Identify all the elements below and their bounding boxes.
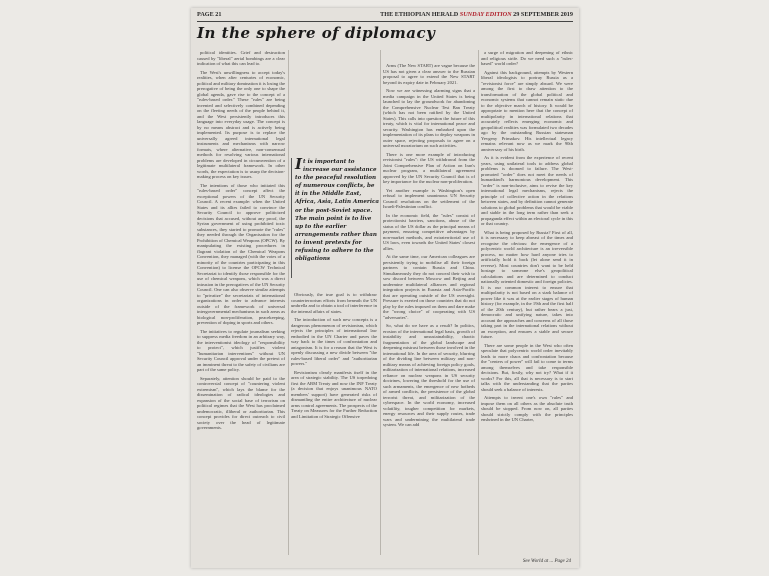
page-number: PAGE 21 <box>197 11 222 18</box>
paragraph: So, what do we have as a result? In politics, erosion of the international legal basis, growth of instability and unsustainability, chaotic fragmentation of the global landscape and deepening mistrust between those involved in the international life. In the area of security, blurring of the dividing line between military and non-military means of achieving foreign policy goals, militarization of international relations, increased reliance on nuclear weapons in US security doctrines, lowering the threshold for the use of such armaments, the emergence of new hotbeds of armed conflicts, the persistence of the global terrorist threat, and militarization of the cyberspace. In the world economy, increased volatility, tougher competition for markets, energy resources and their supply routes, trade wars and undermining the multilateral trade system. We can add <box>383 323 475 427</box>
paragraph: What is being proposed by Russia? First of all, it is necessary to keep abreast of the times and recognise the obvious: the emergence of a polycentric world architecture is an irreversible process, no matter how hard anyone tries to artificially hold it back (let alone send it in reverse). Most countries don't want to be held hostage to someone else's geopolitical calculations and are determined to conduct nationally oriented domestic and foreign policies. It is our common interest to ensure that multipolarity is not based on a stark balance of power like it was at the earlier stages of human history (for example, in the 19th and the first half of the 20th century), but rather bears a just, democratic and unifying nature, takes into account the approaches and concerns of all those taking part in the international relations without an exception, and ensures a stable and secure future. <box>481 229 573 339</box>
article-column-3 <box>383 63 475 555</box>
paragraph: Separately, attention should be paid to the controversial concept of "countering violent extremism", which lays the blame for the dissemination of radical ideologies and expansion of the social base of terrorism on political regimes that the West has proclaimed undemocratic, illiberal or authoritarian. This concept provides for direct outreach to civil society over the head of legitimate governments. <box>197 375 285 430</box>
paragraph: Arms (The New START) are vague because the US has not given a clear answer to the Russian proposal to agree to extend the New START beyond its expiry date in February 2021. <box>383 63 475 85</box>
article-column-2 <box>291 292 377 554</box>
article-title: In the sphere of diplomacy <box>197 24 436 42</box>
paragraph: Revisionism clearly manifests itself in the area of strategic stability. The US torpedoing first the ABM Treaty and now the INF Treaty (a decision that enjoys unanimous NATO members' support) have generated risks of dismantling the entire architecture of nuclear arms control agreements. The prospects of the Treaty on Measures for the Further Reduction and Limitation of Strategic Offensive <box>291 369 377 419</box>
article-column-1 <box>197 50 285 555</box>
paragraph: political identities. Grief and destruction caused by "liberal" aerial bombings are a clear indication of what this can lead to. <box>197 50 285 66</box>
paragraph: In the economic field, the "rules" consist of protectionist barriers, sanctions, abuse of the status of the US dollar as the principal means of payment, ensuring competitive advantages by non-market methods, and extraterritorial use of US laws, even towards the United States' closest allies. <box>383 212 475 251</box>
paragraph: The introduction of such new concepts is a dangerous phenomenon of revisionism, which rejects the principles of international law embodied in the UN Charter and paves the way back to the times of confrontation and antagonism. It is for a reason that the West is openly discussing a new divide between "the rules-based liberal order" and "authoritarian powers." <box>291 317 377 366</box>
continued-note: See World at ... Page 24 <box>522 559 571 564</box>
edition-label: SUNDAY EDITION <box>459 11 512 18</box>
pull-quote-text: t is important to increase our assistance to the peaceful resolution of numerous conflicts, be it in the Middle East, Africa, Asia, Latin America or the post-Soviet space. The main point is to live up to the earlier arrangements rather than to invent pretexts for refusing to adhere to the obligations <box>295 159 379 263</box>
paragraph: Yet another example is Washington's open refusal to implement unanimous UN Security Council resolutions on the settlement of the Israeli-Palestinian conflict. <box>383 187 475 209</box>
paragraph: Attempts to invent one's own "rules" and impose them on all others as the absolute truth should be stopped. From now on, all parties should strictly comply with the principles enshrined in the UN Charter, <box>481 395 573 422</box>
paragraph: Against this background, attempts by Western liberal ideologists to portray Russia as a "revisionist force" are simply absurd. We were among the first to draw attention to the transformation of the global political and economic systems that cannot remain static due to the objective march of history. It would be appropriate to mention here that the concept of multipolarity in international relations that accurately reflects emerging economic and geopolitical realities was formulated two decades ago by the outstanding Russian statesman Yevgeny Primakov. His intellectual legacy remains relevant now as we mark the 90th anniversary of his birth. <box>481 69 573 152</box>
paragraph: The West's unwillingness to accept today's realities, when after centuries of economic, political and military domination it is losing the prerogative of being the only one to shape the global agenda, gave rise to the concept of a "rules-based order." These "rules" are being invented and selectively combined depending on the fleeting needs of the people behind it, and the West persistently introduces this language into everyday usage. The concept is by no means abstract and is actively being implemented. Its purpose is to replace the universally agreed international legal instruments and mechanisms with narrow formats, where alternative, non-consensual methods for resolving various international problems are developed in circumvention of a legitimate multilateral framework. In other words, the expectation is to usurp the decision-making process on key issues. <box>197 69 285 179</box>
column-divider <box>478 50 479 555</box>
paragraph: The initiatives to regulate journalism seeking to suppress media freedom in an arbitrary way, the interventionist ideology of "responsibility to protect", which justifies violent "humanitarian interventions" without UN Security Council approval under the pretext of an imminent threat to the safety of civilians are part of the same policy. <box>197 328 285 372</box>
paper-name: THE ETHIOPIAN HERALD <box>380 11 459 18</box>
article-column-4 <box>481 50 573 555</box>
paragraph: a surge of migration and deepening of ethnic and religious strife. Do we need such a "rules-based" world order? <box>481 50 573 66</box>
paragraph: There is one more example of introducing revisionist "rules": the US withdrawal from the Joint Comprehensive Plan of Action on Iran's nuclear program, a multilateral agreement approved by the UN Security Council that is of key importance for the nuclear non-proliferation. <box>383 151 475 184</box>
paragraph: As it is evident from the experience of recent years, using unilateral tools to address global problems is doomed to failure. The West-promoted "order" does not meet the needs of humankind's harmonious development. This "order" is non-inclusive, aims to revise the key international legal mechanisms, rejects the principle of collective action in the relations between states, and by definition cannot generate solutions to global problems that would be viable and stable in the long term rather than seek a propaganda effect within an electoral cycle in this or that country. <box>481 155 573 226</box>
pull-quote-initial: I <box>295 155 303 173</box>
paragraph: At the same time, our American colleagues are persistently trying to mobilise all their foreign partners to contain Russia and China. Simultaneously they do not conceal their wish to sow discord between Moscow and Beijing and undermine multilateral alliances and regional integration projects in Eurasia and Asia-Pacific that are operating outside of the US oversight. Pressure is exerted on those countries that do not play by the rules imposed on them and dare make the "wrong choice" of cooperating with US "adversaries". <box>383 254 475 320</box>
issue-date: 29 SEPTEMBER 2019 <box>513 11 573 18</box>
paragraph: Now we are witnessing alarming signs that a media campaign in the United States is being launched to lay the groundwork for abandoning the Comprehensive Nuclear Test Ban Treaty (which has not been ratified by the United States). This calls into question the future of this treaty, which is vital for international peace and security. Washington has embarked upon the implementation of its plans to deploy weapons in outer space, rejecting proposals to agree on a universal moratorium on such activities. <box>383 88 475 148</box>
page-header <box>197 11 573 21</box>
column-divider <box>288 50 289 555</box>
paragraph: Obviously, the true goal is to withdraw counterterrorism efforts from beneath the UN umbrella and to obtain a tool of interference in the internal affairs of states. <box>291 292 377 314</box>
header-rule <box>197 21 573 22</box>
masthead <box>380 11 573 18</box>
pull-quote <box>291 155 381 278</box>
paragraph: The intentions of those who initiated this "rules-based order" concept affect the exceptional powers of the UN Security Council. A recent example: when the United States and its allies failed to convince the Security Council to approve politicized decisions that accused, without any proof, the Syrian government of using prohibited toxic substances, they started to promote the "rules" they needed through the Organisation for the Prohibition of Chemical Weapons (OPCW). By manipulating the existing procedures in flagrant violation of the Chemical Weapons Convention, they managed (with the votes of a minority of the countries participating in this Convention) to license the OPCW Technical Secretariat to identify those responsible for the use of chemical weapons, which was a direct intrusion in the prerogatives of the UN Security Council. One can also observe similar attempts to "privatize" the secretariats of international organizations in order to advance interests outside of the framework of universal intergovernmental mechanisms in such areas as biological non-proliferation, peacekeeping, prevention of doping in sports and others. <box>197 182 285 325</box>
newspaper-page <box>191 8 579 568</box>
paragraph: There are some people in the West who often speculate that polycentric world order inevitably leads to more chaos and confrontation because the "centers of power" will fail to come to terms among themselves and take responsible decisions. But, firstly, why not try? What if it works? For this, all that is necessary is to start talks with the understanding that the parties should seek a balance of interests. <box>481 342 573 392</box>
column-divider <box>380 50 381 555</box>
